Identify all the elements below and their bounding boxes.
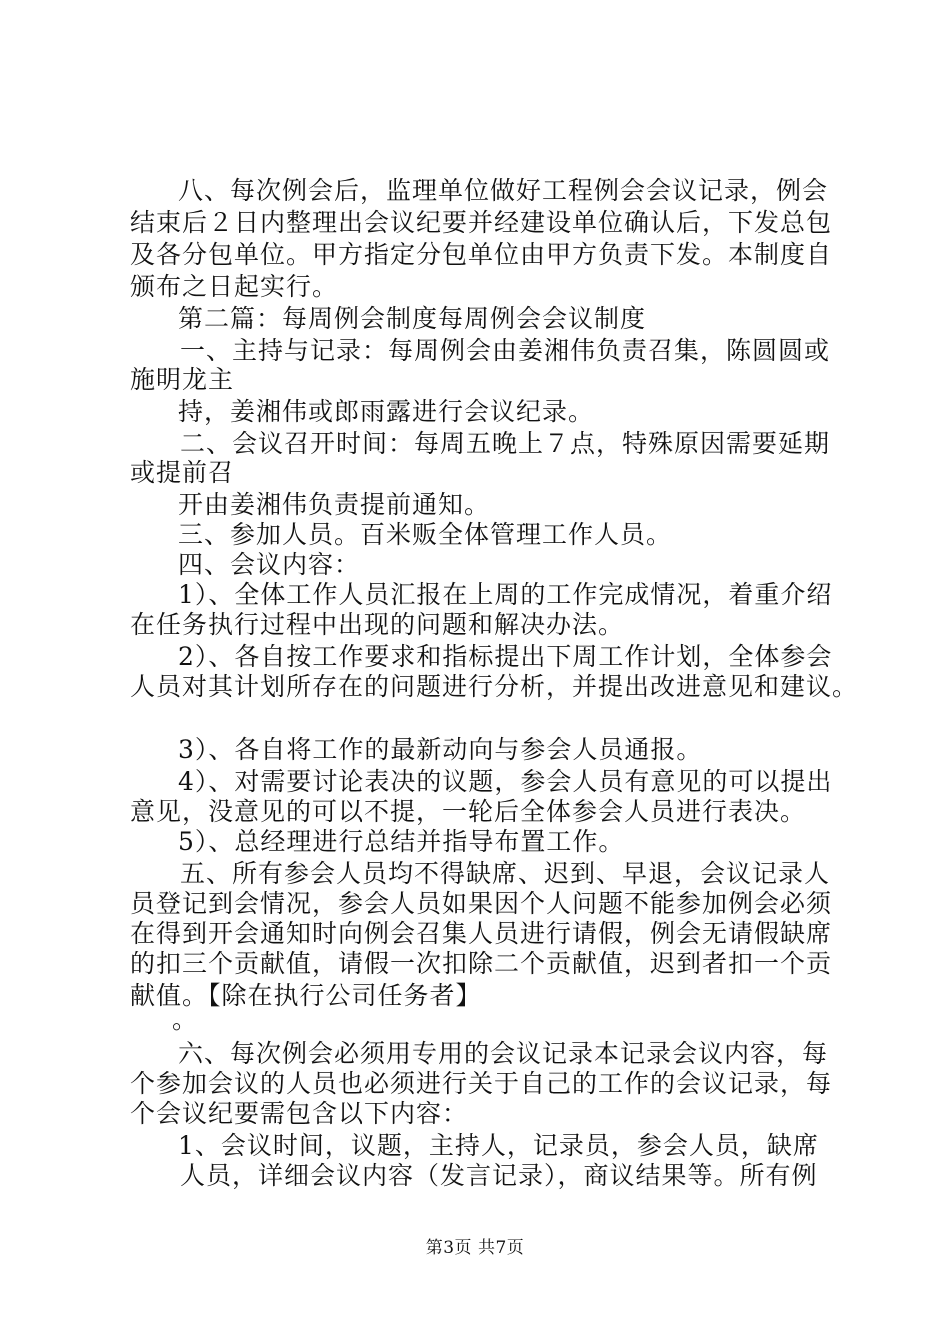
text-line: 人员，详细会议内容（发言记录），商议结果等。所有例 xyxy=(180,1161,818,1190)
text-line: 人员对其计划所存在的问题进行分析，并提出改进意见和建议。 xyxy=(130,672,859,701)
text-line: 个参加会议的人员也必须进行关于自己的工作的会议记录，每 xyxy=(130,1069,833,1098)
text-line: 员登记到会情况，参会人员如果因个人问题不能参加例会必须 xyxy=(130,889,833,918)
text-line: 3）、各自将工作的最新动向与参会人员通报。 xyxy=(178,735,703,764)
text-line: 六、每次例会必须用专用的会议记录本记录会议内容，每 xyxy=(178,1039,829,1068)
text-line: 一、主持与记录：每周例会由姜湘伟负责召集，陈圆圆或 xyxy=(180,336,831,365)
text-line: 或提前召 xyxy=(130,458,235,487)
text-line: 个会议纪要需包含以下内容： xyxy=(130,1099,469,1128)
text-line: 2）、各自按工作要求和指标提出下周工作计划，全体参会 xyxy=(178,642,833,671)
text-line: 意见，没意见的可以不提，一轮后全体参会人员进行表决。 xyxy=(130,797,807,826)
text-line: 八、每次例会后，监理单位做好工程例会会议记录，例会 xyxy=(178,176,829,205)
text-line: 在任务执行过程中出现的问题和解决办法。 xyxy=(130,610,625,639)
text-line: 及各分包单位。甲方指定分包单位由甲方负责下发。本制度自 xyxy=(130,240,833,269)
text-line: 5）、总经理进行总结并指导布置工作。 xyxy=(178,827,625,856)
page-number-footer: 第3页 共7页 xyxy=(425,1238,525,1258)
text-line: 。 xyxy=(172,1005,199,1034)
text-line: 开由姜湘伟负责提前通知。 xyxy=(178,490,491,519)
text-line: 结束后２日内整理出会议纪要并经建设单位确认后，下发总包 xyxy=(130,208,833,237)
text-line: 四、会议内容： xyxy=(178,550,361,579)
text-line: 献值。【除在执行公司任务者】 xyxy=(130,981,482,1010)
section-heading: 第二篇：每周例会制度每周例会会议制度 xyxy=(178,304,647,333)
text-line: 颁布之日起实行。 xyxy=(130,272,339,301)
text-line: 在得到开会通知时向例会召集人员进行请假，例会无请假缺席 xyxy=(130,919,833,948)
text-line: 持，姜湘伟或郎雨露进行会议纪录。 xyxy=(178,397,595,426)
text-line: 1）、全体工作人员汇报在上周的工作完成情况，着重介绍 xyxy=(178,580,833,609)
text-line: 二、会议召开时间：每周五晚上７点，特殊原因需要延期 xyxy=(180,429,831,458)
text-line: 的扣三个贡献值，请假一次扣除二个贡献值，迟到者扣一个贡 xyxy=(130,949,833,978)
text-line: 施明龙主 xyxy=(130,365,235,394)
text-line: 1、会议时间，议题，主持人，记录员，参会人员，缺席 xyxy=(178,1131,819,1160)
text-line: 三、参加人员。百米贩全体管理工作人员。 xyxy=(178,520,673,549)
text-line: 五、所有参会人员均不得缺席、迟到、早退，会议记录人 xyxy=(180,859,831,888)
text-line: 4）、对需要讨论表决的议题，参会人员有意见的可以提出 xyxy=(178,767,833,796)
